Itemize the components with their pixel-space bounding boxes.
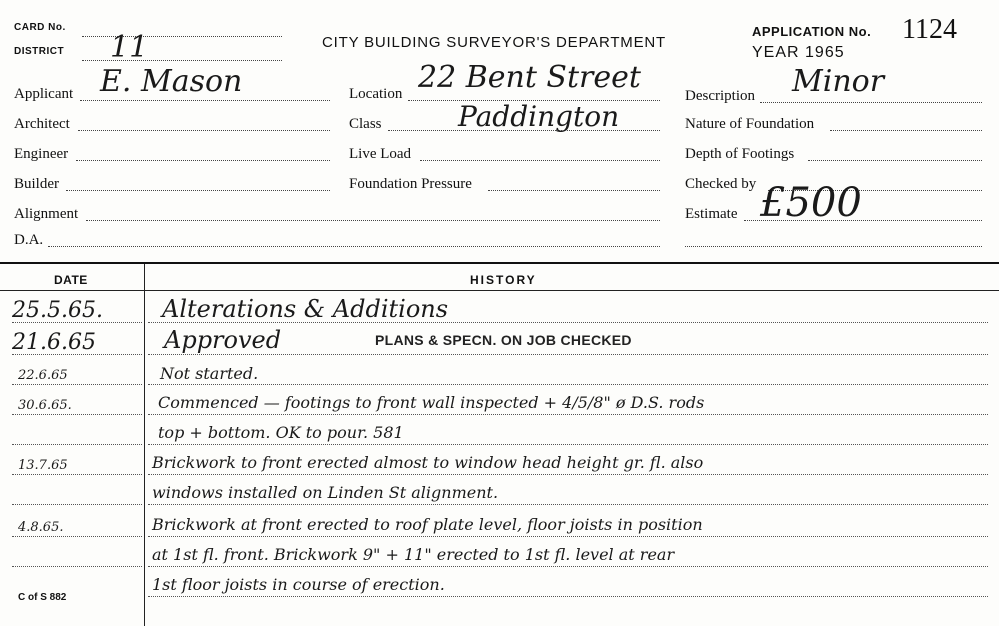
description-label: Description [685, 88, 755, 104]
foundation-pressure-label: Foundation Pressure [349, 176, 472, 192]
date-column-divider [144, 264, 145, 626]
applicant-line [80, 100, 330, 101]
history-date: 22.6.65 [18, 368, 68, 383]
district-label: DISTRICT [14, 46, 65, 57]
history-line: Alterations & Additions [162, 295, 449, 323]
card-no-value: 11 [110, 30, 149, 65]
location-value: 22 Bent Street [418, 60, 641, 95]
engineer-line [76, 160, 330, 161]
depth-footings-line [808, 160, 982, 161]
builder-label: Builder [14, 176, 59, 192]
date-rule [12, 444, 142, 445]
history-rule [148, 474, 988, 475]
location-value-2: Paddington [458, 100, 620, 133]
history-line: top + bottom. OK to pour. 581 [158, 423, 404, 442]
history-date: 25.5.65. [12, 298, 103, 323]
history-rule [148, 536, 988, 537]
history-rule [148, 414, 988, 415]
date-rule [12, 536, 142, 537]
date-header: DATE [54, 273, 88, 287]
date-rule [12, 504, 142, 505]
class-label: Class [349, 116, 382, 132]
application-number: 1124 [902, 14, 957, 45]
card-no-label: CARD No. [14, 22, 66, 33]
section-divider [0, 262, 999, 264]
history-rule [148, 384, 988, 385]
engineer-label: Engineer [14, 146, 69, 162]
alignment-label: Alignment [14, 206, 79, 222]
year: YEAR 1965 [752, 44, 845, 61]
builder-line [66, 190, 330, 191]
history-date: 13.7.65 [18, 458, 68, 473]
description-value: Minor [792, 64, 885, 99]
history-date: 4.8.65. [18, 520, 64, 535]
da-label: D.A. [14, 232, 44, 248]
class-line [388, 130, 660, 131]
right-blank-line [685, 246, 982, 247]
history-line: Brickwork to front erected almost to window head height gr. fl. also [152, 453, 704, 472]
estimate-label: Estimate [685, 206, 738, 222]
history-rule [148, 504, 988, 505]
nature-foundation-label: Nature of Foundation [685, 116, 815, 132]
date-rule [12, 474, 142, 475]
history-rule [148, 322, 988, 323]
history-date: 21.6.65 [12, 330, 96, 355]
history-line: 1st floor joists in course of erection. [152, 575, 445, 594]
architect-line [78, 130, 330, 131]
date-rule [12, 322, 142, 323]
history-date: 30.6.65. [18, 398, 72, 413]
checked-by-label: Checked by [685, 176, 757, 192]
history-line: Not started. [160, 364, 259, 383]
date-rule [12, 566, 142, 567]
history-rule [148, 596, 988, 597]
live-load-line [420, 160, 660, 161]
estimate-value: £500 [760, 180, 862, 226]
history-line: Commenced — footings to front wall inspected + 4/5/8" ø D.S. rods [158, 393, 705, 412]
architect-label: Architect [14, 116, 70, 132]
application-label: APPLICATION No. [752, 24, 872, 39]
date-rule [12, 354, 142, 355]
form-code: C of S 882 [18, 592, 67, 603]
alignment-line [86, 220, 660, 221]
date-rule [12, 384, 142, 385]
history-line: at 1st fl. front. Brickwork 9" + 11" erected to 1st fl. level at rear [152, 545, 675, 564]
foundation-pressure-line [488, 190, 660, 191]
date-rule [12, 414, 142, 415]
history-header: HISTORY [470, 273, 537, 287]
applicant-value: E. Mason [100, 64, 243, 99]
history-line: windows installed on Linden St alignment. [152, 483, 499, 502]
nature-foundation-line [830, 130, 982, 131]
applicant-label: Applicant [14, 86, 74, 102]
history-line: Approved [164, 326, 282, 354]
history-rule [148, 566, 988, 567]
history-line: Brickwork at front erected to roof plate level, floor joists in position [152, 515, 703, 534]
location-label: Location [349, 86, 403, 102]
depth-footings-label: Depth of Footings [685, 146, 795, 162]
header-underline [0, 290, 999, 291]
description-line [760, 102, 982, 103]
live-load-label: Live Load [349, 146, 412, 162]
history-rule [148, 354, 988, 355]
history-rule [148, 444, 988, 445]
da-line [48, 246, 660, 247]
department-title: CITY BUILDING SURVEYOR'S DEPARTMENT [322, 34, 666, 51]
plans-checked-stamp: PLANS & SPECN. ON JOB CHECKED [375, 332, 632, 348]
